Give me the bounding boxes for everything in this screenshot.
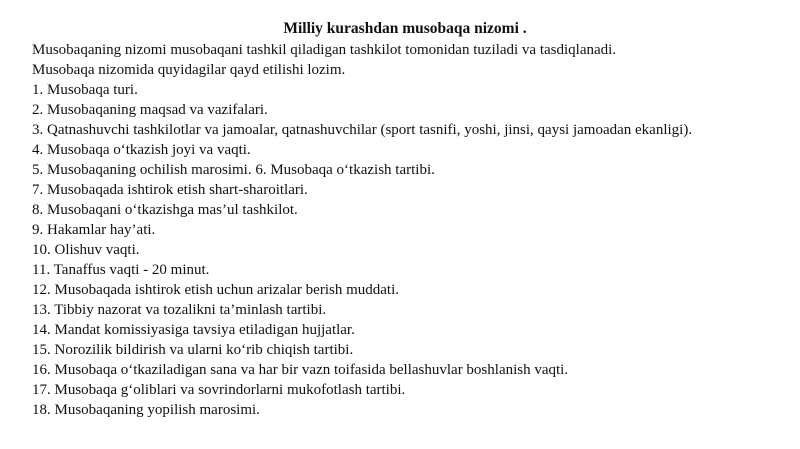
- list-item: 8. Musobaqani o‘tkazishga mas’ul tashkilot.: [32, 202, 298, 218]
- list-item: 4. Musobaqa o‘tkazish joyi va vaqti.: [32, 142, 251, 158]
- list-item: 12. Musobaqada ishtirok etish uchun arizalar berish muddati.: [32, 282, 399, 298]
- list-item: 14. Mandat komissiyasiga tavsiya etiladigan hujjatlar.: [32, 322, 355, 338]
- list-item: 9. Hakamlar hay’ati.: [32, 222, 156, 238]
- list-item: 11. Tanaffus vaqti - 20 minut.: [32, 262, 210, 278]
- list-item: 15. Norozilik bildirish va ularni ko‘rib chiqish tartibi.: [32, 342, 354, 358]
- list-item: 10. Olishuv vaqti.: [32, 242, 140, 258]
- list-item: 16. Musobaqa o‘tkaziladigan sana va har bir vazn toifasida bellashuvlar boshlanish vaqti.: [32, 362, 569, 378]
- intro-line-1: Musobaqaning nizomi musobaqani tashkil qiladigan tashkilot tomonidan tuziladi va tasdiqlanadi.: [32, 42, 617, 58]
- list-item: 1. Musobaqa turi.: [32, 82, 138, 98]
- list-item: 17. Musobaqa g‘oliblari va sovrindorlarni mukofotlash tartibi.: [32, 382, 406, 398]
- intro-line-2: Musobaqa nizomida quyidagilar qayd etilishi lozim.: [32, 62, 346, 78]
- list-item: 3. Qatnashuvchi tashkilotlar va jamoalar, qatnashuvchilar (sport tasnifi, yoshi, jinsi, qaysi jamoadan ekanligi).: [32, 122, 693, 138]
- list-item: 5. Musobaqaning ochilish marosimi. 6. Musobaqa o‘tkazish tartibi.: [32, 162, 435, 178]
- list-item: 13. Tibbiy nazorat va tozalikni ta’minlash tartibi.: [32, 302, 327, 318]
- list-item: 18. Musobaqaning yopilish marosimi.: [32, 402, 260, 418]
- list-item: 2. Musobaqaning maqsad va vazifalari.: [32, 102, 268, 118]
- document-page: [32, 18, 772, 420]
- document-title: Milliy kurashdan musobaqa nizomi .: [283, 20, 527, 37]
- list-item: 7. Musobaqada ishtirok etish shart-sharoitlari.: [32, 182, 308, 198]
